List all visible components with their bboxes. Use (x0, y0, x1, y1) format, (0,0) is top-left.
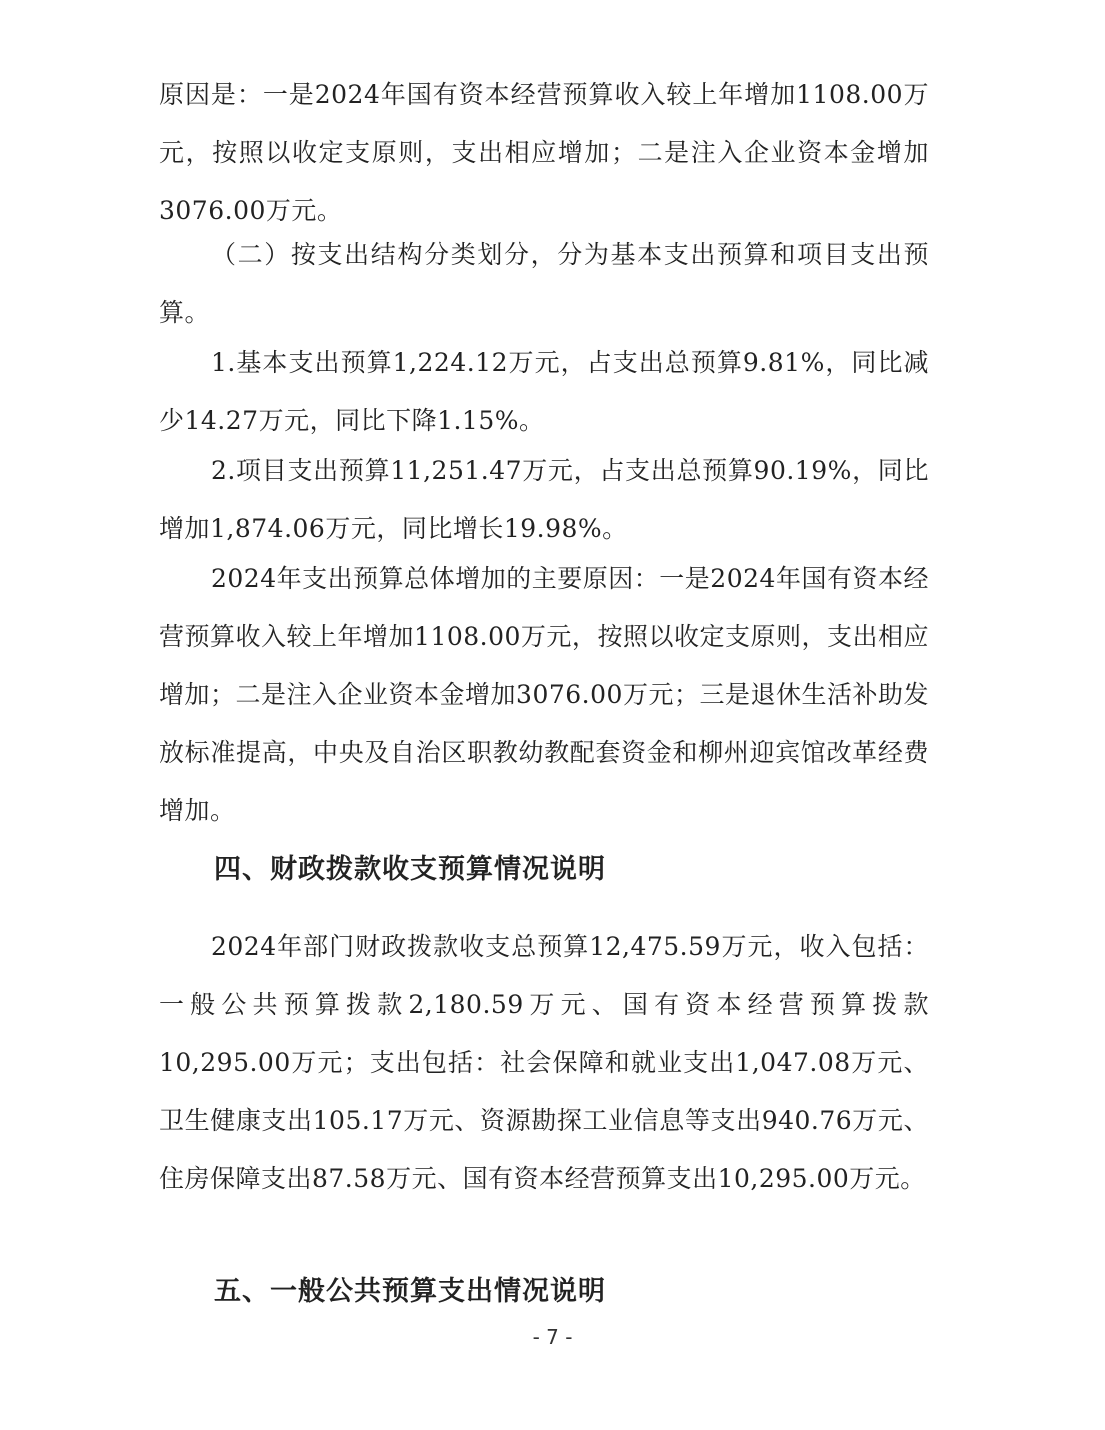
paragraph-expenditure-structure: （二）按支出结构分类划分，分为基本支出预算和项目支出预算。 (159, 240, 929, 327)
section-heading-general-public-budget: 五、一般公共预算支出情况说明 (214, 1276, 606, 1307)
paragraph-increase-reasons: 2024年支出预算总体增加的主要原因：一是2024年国有资本经营预算收入较上年增加1108.00万元，按照以收定支原则，支出相应增加；二是注入企业资本金增加3076.00万元；三是退休生活补助发放标准提高，中央及自治区职教幼教配套资金和柳州迎宾馆改革经费增加。 (159, 564, 929, 825)
paragraph-state-capital-reason: 原因是：一是2024年国有资本经营预算收入较上年增加1108.00万元，按照以收定支原则，支出相应增加；二是注入企业资本金增加3076.00万元。 (159, 80, 929, 225)
paragraph-fiscal-appropriation-summary: 2024年部门财政拨款收支总预算12,475.59万元，收入包括：一般公共预算拨款2,180.59万元、国有资本经营预算拨款10,295.00万元；支出包括：社会保障和就业支出1,047.08万元、卫生健康支出105.17万元、资源勘探工业信息等支出940.76万元、住房保障支出87.58万元、国有资本经营预算支出10,295.00万元。 (159, 932, 929, 1193)
paragraph-basic-expenditure: 1.基本支出预算1,224.12万元，占支出总预算9.81%，同比减少14.27万元，同比下降1.15%。 (159, 348, 929, 435)
section-heading-fiscal-appropriation: 四、财政拨款收支预算情况说明 (214, 854, 606, 885)
page-number: - 7 - (532, 1325, 573, 1349)
paragraph-project-expenditure: 2.项目支出预算11,251.47万元，占支出总预算90.19%，同比增加1,874.06万元，同比增长19.98%。 (159, 456, 929, 543)
